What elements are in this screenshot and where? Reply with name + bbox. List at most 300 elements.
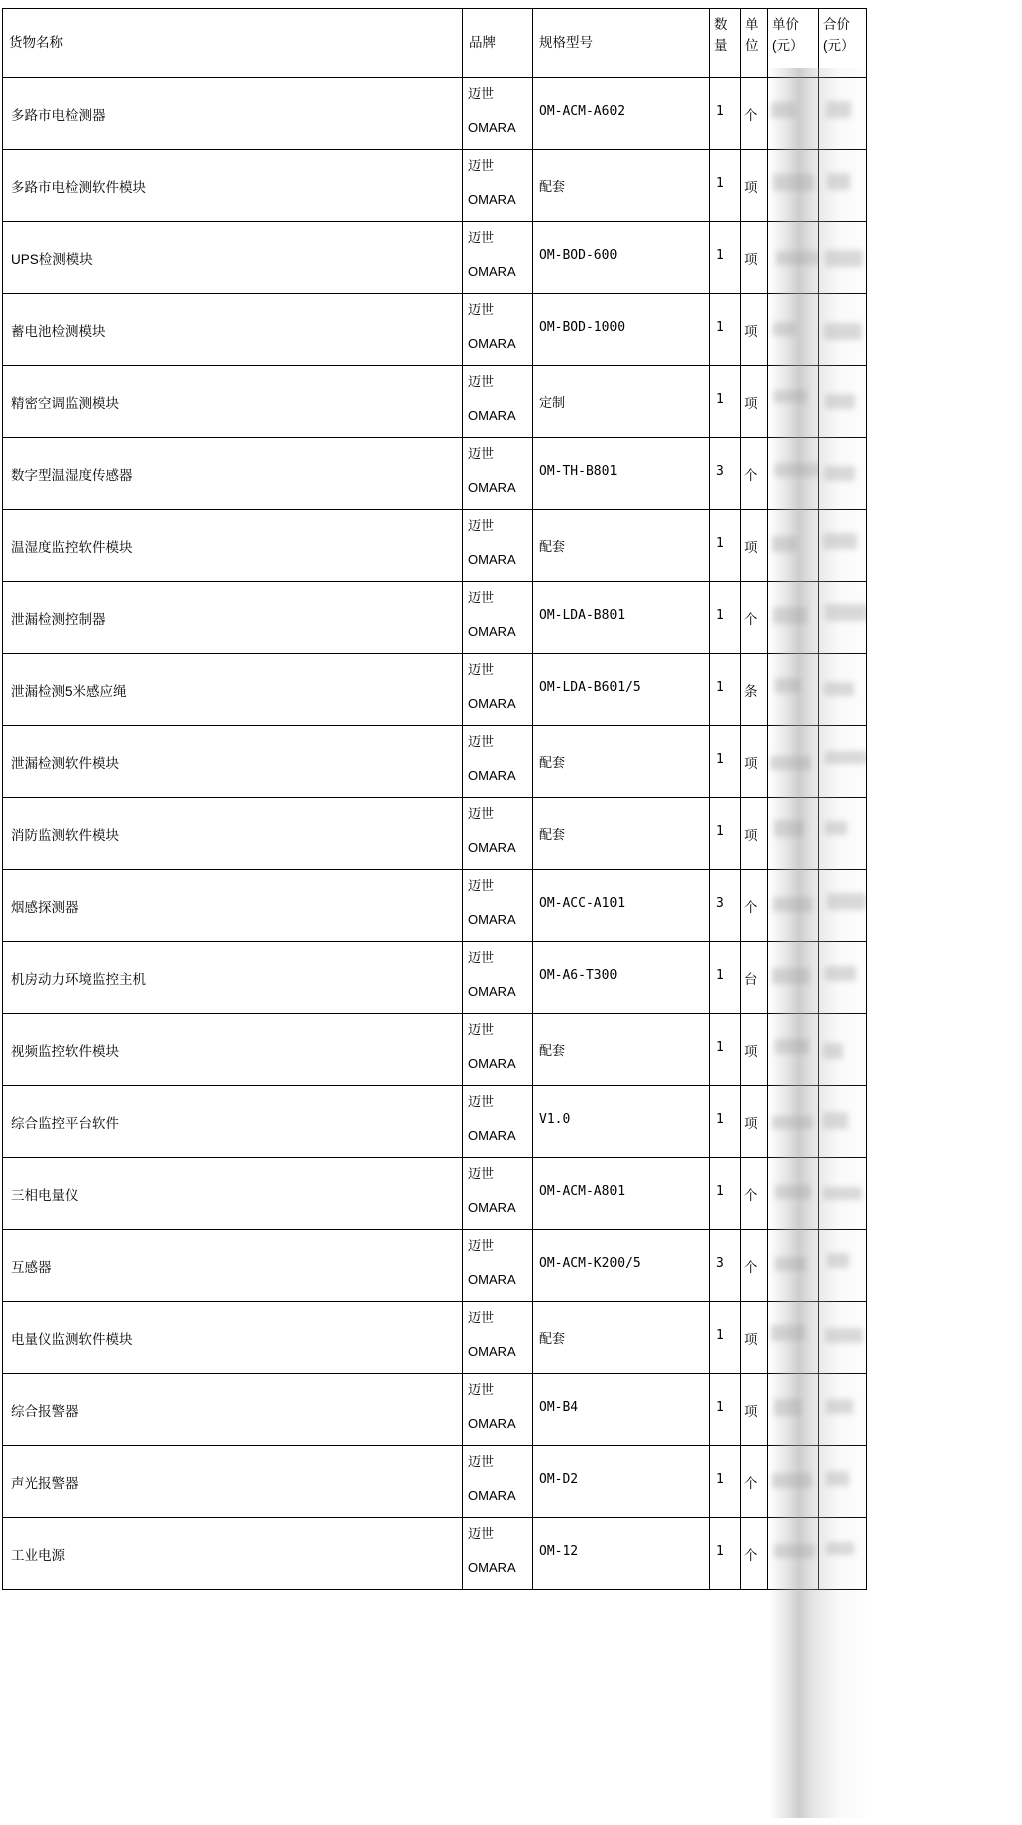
cell-goods-name bbox=[3, 1518, 463, 1590]
cell-goods-name bbox=[3, 1374, 463, 1446]
cell-spec-model bbox=[533, 510, 710, 582]
cell-spec-model bbox=[533, 870, 710, 942]
goods-name-text: 互感器 bbox=[11, 1260, 52, 1275]
cell-goods-name bbox=[3, 222, 463, 294]
brand-name-cn: 迈世 bbox=[468, 158, 495, 173]
total-price-redacted bbox=[819, 150, 866, 221]
cell-brand bbox=[463, 654, 533, 726]
spec-model-text: OM-BOD-600 bbox=[539, 248, 618, 263]
cell-unit-price bbox=[768, 366, 819, 438]
unit-text: 个 bbox=[744, 468, 758, 483]
unit-price-redacted bbox=[768, 1302, 818, 1373]
spec-model-text: OM-ACM-A602 bbox=[539, 104, 626, 119]
brand-text bbox=[463, 870, 532, 941]
cell-brand bbox=[463, 1302, 533, 1374]
table-row bbox=[3, 1086, 867, 1158]
cell-quantity bbox=[710, 78, 741, 150]
table-row bbox=[3, 1014, 867, 1086]
brand-name-en: OMARA bbox=[468, 264, 516, 280]
unit-text: 条 bbox=[744, 684, 758, 699]
brand-text bbox=[463, 1518, 532, 1589]
spec-model-text: 配套 bbox=[539, 180, 566, 195]
cell-goods-name bbox=[3, 870, 463, 942]
cell-brand bbox=[463, 942, 533, 1014]
cell-brand bbox=[463, 1158, 533, 1230]
brand-name-cn: 迈世 bbox=[468, 1454, 495, 1469]
brand-name-cn: 迈世 bbox=[468, 662, 495, 677]
spec-model-text: OM-TH-B801 bbox=[539, 464, 618, 479]
brand-name-en: OMARA bbox=[468, 552, 516, 568]
quantity-text: 1 bbox=[716, 1184, 724, 1199]
total-price-redacted bbox=[819, 294, 866, 365]
total-price-redacted bbox=[819, 798, 866, 869]
unit-price-redacted bbox=[768, 870, 818, 941]
cell-brand bbox=[463, 1374, 533, 1446]
table-row bbox=[3, 870, 867, 942]
header-cell-price bbox=[768, 9, 819, 78]
cell-quantity bbox=[710, 1158, 741, 1230]
goods-name-text: 工业电源 bbox=[11, 1548, 65, 1563]
quantity-text: 1 bbox=[716, 1544, 724, 1559]
table-row bbox=[3, 294, 867, 366]
spec-model-text: OM-LDA-B601/5 bbox=[539, 680, 641, 695]
cell-goods-name bbox=[3, 438, 463, 510]
cell-spec-model bbox=[533, 798, 710, 870]
table-row bbox=[3, 510, 867, 582]
cell-unit bbox=[741, 294, 768, 366]
cell-spec-model bbox=[533, 1158, 710, 1230]
cell-spec-model bbox=[533, 726, 710, 798]
cell-unit bbox=[741, 654, 768, 726]
brand-name-en: OMARA bbox=[468, 840, 516, 856]
cell-unit bbox=[741, 582, 768, 654]
goods-name-text: 泄漏检测5米感应绳 bbox=[11, 684, 127, 699]
header-cell-unit bbox=[741, 9, 768, 78]
header-label-total-line1: 合价 bbox=[823, 17, 850, 32]
unit-price-redacted bbox=[768, 366, 818, 437]
total-price-redacted bbox=[819, 510, 866, 581]
goods-name-text: 电量仪监测软件模块 bbox=[11, 1332, 133, 1347]
spec-model-text: OM-ACC-A101 bbox=[539, 896, 626, 911]
cell-total-price bbox=[819, 654, 867, 726]
brand-name-en: OMARA bbox=[468, 1272, 516, 1288]
cell-brand bbox=[463, 510, 533, 582]
cell-total-price bbox=[819, 1446, 867, 1518]
brand-text bbox=[463, 294, 532, 365]
cell-brand bbox=[463, 798, 533, 870]
cell-spec-model bbox=[533, 582, 710, 654]
goods-name-text: 机房动力环境监控主机 bbox=[11, 972, 146, 987]
goods-name-text: 多路市电检测器 bbox=[11, 108, 106, 123]
total-price-redacted bbox=[819, 438, 866, 509]
cell-unit-price bbox=[768, 1158, 819, 1230]
cell-quantity bbox=[710, 438, 741, 510]
cell-quantity bbox=[710, 1086, 741, 1158]
unit-price-redacted bbox=[768, 294, 818, 365]
header-label-name: 货物名称 bbox=[9, 35, 63, 50]
unit-text: 个 bbox=[744, 612, 758, 627]
cell-spec-model bbox=[533, 366, 710, 438]
table-row bbox=[3, 798, 867, 870]
spec-model-text: OM-D2 bbox=[539, 1472, 579, 1487]
cell-goods-name bbox=[3, 1014, 463, 1086]
brand-name-cn: 迈世 bbox=[468, 1526, 495, 1541]
brand-name-cn: 迈世 bbox=[468, 446, 495, 461]
cell-brand bbox=[463, 1518, 533, 1590]
cell-unit bbox=[741, 510, 768, 582]
cell-goods-name bbox=[3, 366, 463, 438]
goods-table bbox=[2, 8, 867, 1590]
brand-name-cn: 迈世 bbox=[468, 1094, 495, 1109]
unit-text: 项 bbox=[744, 1044, 758, 1059]
unit-text: 项 bbox=[744, 396, 758, 411]
spec-model-text: OM-A6-T300 bbox=[539, 968, 618, 983]
cell-spec-model bbox=[533, 150, 710, 222]
cell-unit-price bbox=[768, 1014, 819, 1086]
brand-text bbox=[463, 1374, 532, 1445]
spec-model-text: OM-ACM-A801 bbox=[539, 1184, 626, 1199]
brand-name-cn: 迈世 bbox=[468, 590, 495, 605]
total-price-redacted bbox=[819, 1158, 866, 1229]
spec-model-text: OM-B4 bbox=[539, 1400, 579, 1415]
quantity-text: 1 bbox=[716, 608, 724, 623]
brand-name-en: OMARA bbox=[468, 1056, 516, 1072]
table-row bbox=[3, 1230, 867, 1302]
brand-name-cn: 迈世 bbox=[468, 230, 495, 245]
cell-quantity bbox=[710, 942, 741, 1014]
total-price-redacted bbox=[819, 366, 866, 437]
header-label-unit-line2: 位 bbox=[745, 37, 759, 53]
cell-brand bbox=[463, 1086, 533, 1158]
cell-goods-name bbox=[3, 582, 463, 654]
unit-price-redacted bbox=[768, 1518, 818, 1589]
spec-model-text: OM-LDA-B801 bbox=[539, 608, 626, 623]
cell-total-price bbox=[819, 1302, 867, 1374]
unit-price-redacted bbox=[768, 1014, 818, 1085]
goods-name-text: 综合报警器 bbox=[11, 1404, 79, 1419]
cell-goods-name bbox=[3, 1302, 463, 1374]
cell-quantity bbox=[710, 1374, 741, 1446]
brand-name-en: OMARA bbox=[468, 120, 516, 136]
brand-name-cn: 迈世 bbox=[468, 518, 495, 533]
cell-goods-name bbox=[3, 150, 463, 222]
table-row bbox=[3, 1446, 867, 1518]
cell-unit-price bbox=[768, 150, 819, 222]
cell-quantity bbox=[710, 654, 741, 726]
unit-price-redacted bbox=[768, 1086, 818, 1157]
brand-text bbox=[463, 222, 532, 293]
spec-model-text: 配套 bbox=[539, 1332, 566, 1347]
cell-quantity bbox=[710, 870, 741, 942]
spec-model-text: 定制 bbox=[539, 396, 566, 411]
cell-goods-name bbox=[3, 798, 463, 870]
cell-total-price bbox=[819, 78, 867, 150]
cell-goods-name bbox=[3, 1446, 463, 1518]
cell-unit bbox=[741, 1086, 768, 1158]
unit-text: 台 bbox=[744, 972, 758, 987]
total-price-redacted bbox=[819, 942, 866, 1013]
goods-name-text: 蓄电池检测模块 bbox=[11, 324, 106, 339]
header-label-price-line2: (元） bbox=[772, 37, 804, 53]
header-cell-spec bbox=[533, 9, 710, 78]
goods-name-text: UPS检测模块 bbox=[11, 252, 93, 267]
cell-unit bbox=[741, 1158, 768, 1230]
goods-name-text: 视频监控软件模块 bbox=[11, 1044, 119, 1059]
unit-text: 个 bbox=[744, 1260, 758, 1275]
table-row bbox=[3, 654, 867, 726]
unit-price-redacted bbox=[768, 654, 818, 725]
cell-unit bbox=[741, 726, 768, 798]
cell-goods-name bbox=[3, 1158, 463, 1230]
brand-text bbox=[463, 78, 532, 149]
unit-price-redacted bbox=[768, 222, 818, 293]
total-price-redacted bbox=[819, 1086, 866, 1157]
cell-goods-name bbox=[3, 726, 463, 798]
brand-name-en: OMARA bbox=[468, 1416, 516, 1432]
cell-total-price bbox=[819, 1086, 867, 1158]
cell-unit-price bbox=[768, 294, 819, 366]
total-price-redacted bbox=[819, 870, 866, 941]
cell-brand bbox=[463, 1230, 533, 1302]
header-label-total-line2: (元） bbox=[823, 37, 855, 53]
goods-name-text: 温湿度监控软件模块 bbox=[11, 540, 133, 555]
brand-text bbox=[463, 1446, 532, 1517]
quantity-text: 1 bbox=[716, 752, 724, 767]
header-cell-qty bbox=[710, 9, 741, 78]
cell-spec-model bbox=[533, 78, 710, 150]
goods-name-text: 精密空调监测模块 bbox=[11, 396, 119, 411]
cell-goods-name bbox=[3, 1086, 463, 1158]
cell-quantity bbox=[710, 1230, 741, 1302]
quantity-text: 1 bbox=[716, 392, 724, 407]
header-cell-brand bbox=[463, 9, 533, 78]
table-row bbox=[3, 366, 867, 438]
spec-model-text: OM-BOD-1000 bbox=[539, 320, 626, 335]
table-row bbox=[3, 222, 867, 294]
unit-price-redacted bbox=[768, 150, 818, 221]
cell-quantity bbox=[710, 1518, 741, 1590]
brand-text bbox=[463, 1230, 532, 1301]
cell-quantity bbox=[710, 294, 741, 366]
quantity-text: 1 bbox=[716, 968, 724, 983]
cell-brand bbox=[463, 870, 533, 942]
cell-unit bbox=[741, 1518, 768, 1590]
cell-unit bbox=[741, 150, 768, 222]
header-label-unit-line1: 单 bbox=[745, 17, 759, 32]
cell-unit bbox=[741, 78, 768, 150]
brand-name-cn: 迈世 bbox=[468, 1166, 495, 1181]
cell-goods-name bbox=[3, 510, 463, 582]
cell-quantity bbox=[710, 510, 741, 582]
brand-name-cn: 迈世 bbox=[468, 1022, 495, 1037]
brand-text bbox=[463, 798, 532, 869]
total-price-redacted bbox=[819, 726, 866, 797]
cell-total-price bbox=[819, 222, 867, 294]
quantity-text: 1 bbox=[716, 824, 724, 839]
cell-total-price bbox=[819, 1158, 867, 1230]
cell-spec-model bbox=[533, 1086, 710, 1158]
table-row bbox=[3, 150, 867, 222]
brand-name-cn: 迈世 bbox=[468, 734, 495, 749]
brand-name-en: OMARA bbox=[468, 912, 516, 928]
cell-total-price bbox=[819, 438, 867, 510]
cell-unit-price bbox=[768, 78, 819, 150]
brand-name-en: OMARA bbox=[468, 336, 516, 352]
cell-unit-price bbox=[768, 1374, 819, 1446]
cell-unit-price bbox=[768, 510, 819, 582]
quantity-text: 1 bbox=[716, 536, 724, 551]
cell-quantity bbox=[710, 726, 741, 798]
brand-name-cn: 迈世 bbox=[468, 86, 495, 101]
cell-quantity bbox=[710, 1014, 741, 1086]
cell-unit bbox=[741, 1014, 768, 1086]
goods-name-text: 消防监测软件模块 bbox=[11, 828, 119, 843]
brand-text bbox=[463, 582, 532, 653]
unit-text: 项 bbox=[744, 756, 758, 771]
cell-quantity bbox=[710, 222, 741, 294]
cell-unit bbox=[741, 1302, 768, 1374]
unit-price-redacted bbox=[768, 1446, 818, 1517]
unit-text: 项 bbox=[744, 1404, 758, 1419]
header-label-spec: 规格型号 bbox=[539, 35, 593, 50]
table-row bbox=[3, 1158, 867, 1230]
brand-name-en: OMARA bbox=[468, 1344, 516, 1360]
cell-brand bbox=[463, 726, 533, 798]
quantity-text: 1 bbox=[716, 1112, 724, 1127]
unit-price-redacted bbox=[768, 510, 818, 581]
cell-brand bbox=[463, 366, 533, 438]
cell-total-price bbox=[819, 510, 867, 582]
cell-total-price bbox=[819, 294, 867, 366]
cell-spec-model bbox=[533, 654, 710, 726]
unit-price-redacted bbox=[768, 1374, 818, 1445]
cell-brand bbox=[463, 222, 533, 294]
cell-spec-model bbox=[533, 1374, 710, 1446]
cell-unit-price bbox=[768, 1230, 819, 1302]
brand-text bbox=[463, 1014, 532, 1085]
header-cell-name bbox=[3, 9, 463, 78]
brand-name-en: OMARA bbox=[468, 624, 516, 640]
brand-name-en: OMARA bbox=[468, 192, 516, 208]
cell-unit-price bbox=[768, 438, 819, 510]
cell-total-price bbox=[819, 798, 867, 870]
spec-model-text: 配套 bbox=[539, 1044, 566, 1059]
unit-price-redacted bbox=[768, 438, 818, 509]
brand-text bbox=[463, 1086, 532, 1157]
cell-unit bbox=[741, 366, 768, 438]
unit-text: 项 bbox=[744, 324, 758, 339]
unit-text: 个 bbox=[744, 1548, 758, 1563]
brand-name-cn: 迈世 bbox=[468, 374, 495, 389]
unit-price-redacted bbox=[768, 582, 818, 653]
quantity-text: 1 bbox=[716, 1400, 724, 1415]
quantity-text: 1 bbox=[716, 176, 724, 191]
cell-spec-model bbox=[533, 1014, 710, 1086]
brand-text bbox=[463, 1158, 532, 1229]
table-header-row bbox=[3, 9, 867, 78]
unit-text: 个 bbox=[744, 1188, 758, 1203]
cell-unit bbox=[741, 1446, 768, 1518]
cell-brand bbox=[463, 150, 533, 222]
total-price-redacted bbox=[819, 1518, 866, 1589]
unit-price-redacted bbox=[768, 942, 818, 1013]
unit-text: 项 bbox=[744, 1332, 758, 1347]
cell-unit-price bbox=[768, 870, 819, 942]
cell-total-price bbox=[819, 582, 867, 654]
spec-model-text: OM-12 bbox=[539, 1544, 579, 1559]
table-row bbox=[3, 942, 867, 1014]
brand-name-en: OMARA bbox=[468, 480, 516, 496]
table-row bbox=[3, 726, 867, 798]
unit-text: 项 bbox=[744, 1116, 758, 1131]
total-price-redacted bbox=[819, 582, 866, 653]
cell-spec-model bbox=[533, 1518, 710, 1590]
cell-total-price bbox=[819, 1374, 867, 1446]
unit-price-redacted bbox=[768, 1158, 818, 1229]
goods-name-text: 泄漏检测软件模块 bbox=[11, 756, 119, 771]
cell-unit-price bbox=[768, 654, 819, 726]
brand-text bbox=[463, 438, 532, 509]
quantity-text: 1 bbox=[716, 1040, 724, 1055]
total-price-redacted bbox=[819, 222, 866, 293]
brand-name-cn: 迈世 bbox=[468, 1238, 495, 1253]
brand-text bbox=[463, 1302, 532, 1373]
unit-text: 个 bbox=[744, 108, 758, 123]
cell-unit bbox=[741, 438, 768, 510]
cell-unit-price bbox=[768, 1086, 819, 1158]
unit-text: 个 bbox=[744, 900, 758, 915]
header-cell-total bbox=[819, 9, 867, 78]
cell-total-price bbox=[819, 726, 867, 798]
brand-name-en: OMARA bbox=[468, 1560, 516, 1576]
cell-unit-price bbox=[768, 942, 819, 1014]
header-label-price-line1: 单价 bbox=[772, 17, 799, 32]
brand-name-cn: 迈世 bbox=[468, 806, 495, 821]
quantity-text: 1 bbox=[716, 248, 724, 263]
cell-quantity bbox=[710, 1446, 741, 1518]
header-label-qty-line1: 数 bbox=[714, 17, 728, 32]
cell-total-price bbox=[819, 1230, 867, 1302]
cell-total-price bbox=[819, 1518, 867, 1590]
cell-goods-name bbox=[3, 654, 463, 726]
cell-quantity bbox=[710, 798, 741, 870]
brand-name-cn: 迈世 bbox=[468, 1310, 495, 1325]
header-label-brand: 品牌 bbox=[469, 35, 496, 50]
spec-model-text: 配套 bbox=[539, 540, 566, 555]
cell-spec-model bbox=[533, 222, 710, 294]
brand-name-cn: 迈世 bbox=[468, 1382, 495, 1397]
brand-name-en: OMARA bbox=[468, 408, 516, 424]
brand-name-en: OMARA bbox=[468, 1488, 516, 1504]
goods-name-text: 综合监控平台软件 bbox=[11, 1116, 119, 1131]
cell-unit bbox=[741, 870, 768, 942]
cell-unit-price bbox=[768, 1302, 819, 1374]
goods-name-text: 烟感探测器 bbox=[11, 900, 79, 915]
quantity-text: 3 bbox=[716, 896, 724, 911]
brand-name-en: OMARA bbox=[468, 984, 516, 1000]
spec-model-text: 配套 bbox=[539, 828, 566, 843]
cell-brand bbox=[463, 1446, 533, 1518]
unit-text: 项 bbox=[744, 252, 758, 267]
cell-unit bbox=[741, 942, 768, 1014]
unit-text: 项 bbox=[744, 180, 758, 195]
brand-name-en: OMARA bbox=[468, 1128, 516, 1144]
brand-text bbox=[463, 510, 532, 581]
unit-text: 项 bbox=[744, 540, 758, 555]
spec-model-text: 配套 bbox=[539, 756, 566, 771]
cell-goods-name bbox=[3, 942, 463, 1014]
table-row bbox=[3, 1302, 867, 1374]
